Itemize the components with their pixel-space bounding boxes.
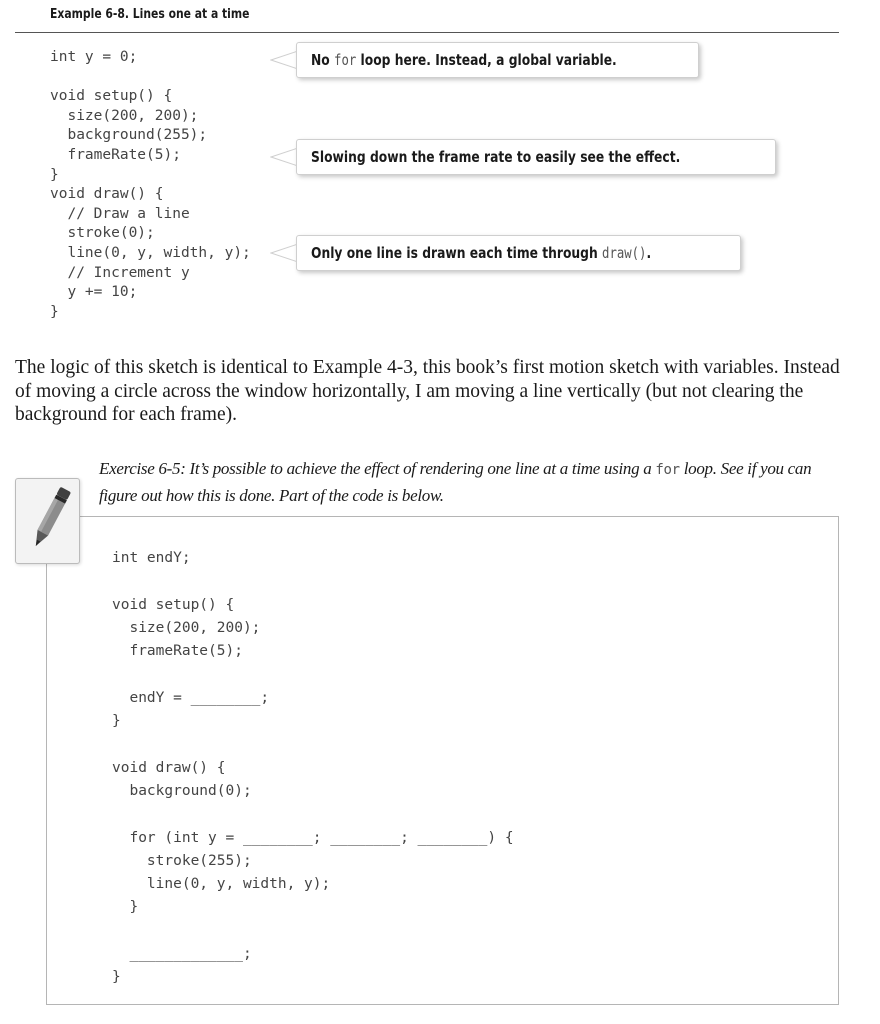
code-box [46, 516, 839, 1005]
callout-pointer [270, 139, 298, 175]
callout-box [296, 42, 699, 78]
callout-pointer [270, 42, 298, 78]
title-rule [15, 32, 839, 33]
callout-pointer [270, 235, 298, 271]
callout-text: . [646, 244, 652, 262]
callout-text: Only one line is drawn each time through [311, 244, 603, 262]
exercise-code-word: for [655, 462, 680, 478]
exercise-code: int endY; void setup() { size(200, 200); frameRate(5); endY = ________; } void draw() { background(0); for (int y = ________; ________; ________) { stroke(255); line(0, y, width, y); } _____________; } [112, 550, 514, 986]
example-title: Example 6-8. Lines one at a time [50, 6, 250, 22]
callout-box [296, 139, 776, 175]
callout-code: draw() [602, 244, 647, 262]
exercise-text: Exercise 6-5: It’s possible to achieve the effect of rendering one line at a time using a [99, 459, 656, 478]
pencil-icon [16, 479, 79, 563]
exercise-prompt [99, 456, 839, 509]
callout-box [296, 235, 741, 271]
icon-box [15, 478, 80, 564]
callout-text: Slowing down the frame rate to easily see the effect. [311, 148, 681, 166]
body-paragraph: The logic of this sketch is identical to Example 4-3, this book’s first motion sketch with variables. Instead of moving a circle across the window horizontally, I am moving a line vertically (but not clearing the background for each frame). [15, 357, 840, 425]
example-code: int y = 0; void setup() { size(200, 200); background(255); frameRate(5); } void draw() { // Draw a line stroke(0); line(0, y, width, y); // Increment y y += 10; } [50, 49, 251, 320]
exercise-text: loop. See if you can figure out how this is done. Part of the code is below. [99, 459, 812, 505]
callout-code: for [334, 51, 357, 69]
callout-text: loop here. Instead, a global variable. [356, 51, 617, 69]
callout-text: No [311, 51, 335, 69]
